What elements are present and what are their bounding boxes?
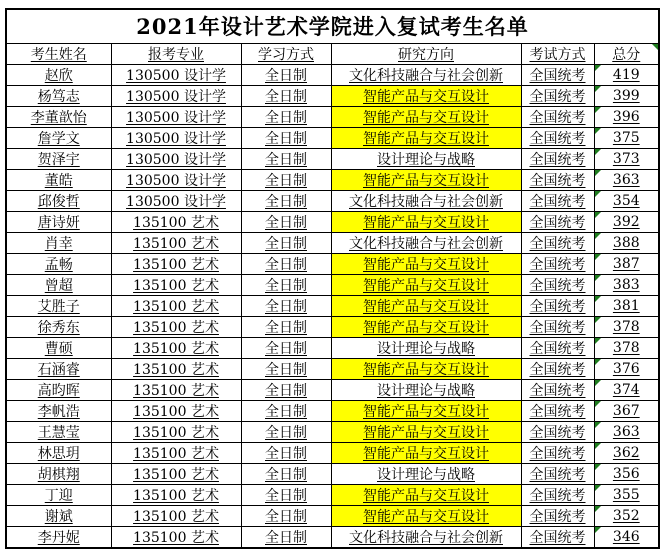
candidate-name-cell: 贺泽宇 [6,148,111,169]
study-mode-cell: 全日制 [241,190,331,211]
error-marker-icon [595,65,601,71]
error-marker-icon [595,86,601,92]
candidate-name-cell: 胡棋翔 [6,463,111,484]
error-marker-icon [595,422,601,428]
candidate-name-cell: 赵欣 [6,64,111,85]
exam-mode-cell: 全国统考 [521,295,594,316]
study-mode-cell: 全日制 [241,295,331,316]
table-row [6,169,659,190]
candidate-name-cell: 谢斌 [6,505,111,526]
table-row [6,148,659,169]
candidate-name-cell: 杨笃志 [6,85,111,106]
error-marker-icon [595,254,601,260]
research-direction-cell: 设计理论与战略 [331,379,521,400]
study-mode-cell: 全日制 [241,274,331,295]
study-mode-cell: 全日制 [241,442,331,463]
score-cell: 362 [594,442,659,463]
table-row [6,421,659,442]
exam-mode-cell: 全国统考 [521,190,594,211]
research-direction-cell: 文化科技融合与社会创新 [331,526,521,548]
title-row [6,9,659,43]
candidate-name-cell: 曹硕 [6,337,111,358]
score-cell: 352 [594,505,659,526]
candidate-name-cell: 詹学文 [6,127,111,148]
error-marker-icon [595,317,601,323]
score-cell: 387 [594,253,659,274]
major-cell: 135100 艺术 [111,505,241,526]
error-marker-icon [595,170,601,176]
error-marker-icon [595,506,601,512]
table-row [6,505,659,526]
table-row [6,379,659,400]
column-header-candidate-name: 考生姓名 [6,43,111,64]
candidate-name-cell: 李帆浩 [6,400,111,421]
score-cell: 367 [594,400,659,421]
study-mode-cell: 全日制 [241,85,331,106]
exam-mode-cell: 全国统考 [521,64,594,85]
exam-mode-cell: 全国统考 [521,505,594,526]
column-header-research-direction: 研究方向 [331,43,521,64]
table-header-row [6,43,659,64]
exam-mode-cell: 全国统考 [521,148,594,169]
table-row [6,316,659,337]
research-direction-cell: 智能产品与交互设计 [331,421,521,442]
exam-mode-cell: 全国统考 [521,484,594,505]
major-cell: 135100 艺术 [111,358,241,379]
major-cell: 135100 艺术 [111,526,241,548]
score-cell: 383 [594,274,659,295]
exam-mode-cell: 全国统考 [521,337,594,358]
research-direction-cell: 智能产品与交互设计 [331,442,521,463]
major-cell: 130500 设计学 [111,85,241,106]
candidate-table [5,8,660,549]
candidate-name-cell: 艾胜子 [6,295,111,316]
research-direction-cell: 设计理论与战略 [331,337,521,358]
candidate-name-cell: 林思玥 [6,442,111,463]
score-cell: 419 [594,64,659,85]
study-mode-cell: 全日制 [241,337,331,358]
major-cell: 130500 设计学 [111,148,241,169]
exam-mode-cell: 全国统考 [521,421,594,442]
table-row [6,358,659,379]
study-mode-cell: 全日制 [241,127,331,148]
score-cell: 354 [594,190,659,211]
error-marker-icon [595,380,601,386]
research-direction-cell: 智能产品与交互设计 [331,400,521,421]
study-mode-cell: 全日制 [241,253,331,274]
score-cell: 346 [594,526,659,548]
candidate-name-cell: 徐秀东 [6,316,111,337]
candidate-name-cell: 邱俊哲 [6,190,111,211]
error-marker-icon [595,338,601,344]
error-marker-icon [595,296,601,302]
study-mode-cell: 全日制 [241,463,331,484]
study-mode-cell: 全日制 [241,421,331,442]
research-direction-cell: 设计理论与战略 [331,148,521,169]
study-mode-cell: 全日制 [241,505,331,526]
study-mode-cell: 全日制 [241,64,331,85]
page-title: 2021年设计艺术学院进入复试考生名单 [6,9,659,43]
study-mode-cell: 全日制 [241,148,331,169]
major-cell: 135100 艺术 [111,253,241,274]
major-cell: 135100 艺术 [111,316,241,337]
exam-mode-cell: 全国统考 [521,379,594,400]
table-row [6,211,659,232]
score-cell: 376 [594,358,659,379]
exam-mode-cell: 全国统考 [521,232,594,253]
exam-mode-cell: 全国统考 [521,106,594,127]
score-cell: 388 [594,232,659,253]
score-cell: 363 [594,169,659,190]
study-mode-cell: 全日制 [241,232,331,253]
major-cell: 135100 艺术 [111,400,241,421]
research-direction-cell: 文化科技融合与社会创新 [331,64,521,85]
research-direction-cell: 智能产品与交互设计 [331,295,521,316]
table-row [6,442,659,463]
exam-mode-cell: 全国统考 [521,85,594,106]
candidate-name-cell: 曾超 [6,274,111,295]
error-marker-icon [595,275,601,281]
error-marker-icon [595,485,601,491]
table-row [6,253,659,274]
table-row [6,127,659,148]
score-cell: 378 [594,337,659,358]
exam-mode-cell: 全国统考 [521,211,594,232]
research-direction-cell: 智能产品与交互设计 [331,106,521,127]
major-cell: 135100 艺术 [111,442,241,463]
exam-mode-cell: 全国统考 [521,127,594,148]
error-marker-icon [595,464,601,470]
study-mode-cell: 全日制 [241,106,331,127]
major-cell: 135100 艺术 [111,274,241,295]
table-row [6,526,659,548]
major-cell: 135100 艺术 [111,484,241,505]
error-marker-icon [595,527,601,533]
table-row [6,85,659,106]
candidate-name-cell: 高昀晖 [6,379,111,400]
major-cell: 135100 艺术 [111,379,241,400]
table-row [6,232,659,253]
study-mode-cell: 全日制 [241,526,331,548]
candidate-name-cell: 王慧莹 [6,421,111,442]
study-mode-cell: 全日制 [241,379,331,400]
error-marker-icon [652,44,658,50]
error-marker-icon [595,149,601,155]
research-direction-cell: 智能产品与交互设计 [331,358,521,379]
research-direction-cell: 智能产品与交互设计 [331,85,521,106]
exam-mode-cell: 全国统考 [521,442,594,463]
major-cell: 130500 设计学 [111,190,241,211]
error-marker-icon [595,107,601,113]
table-row [6,190,659,211]
research-direction-cell: 设计理论与战略 [331,463,521,484]
table-row [6,64,659,85]
table-row [6,337,659,358]
candidate-name-cell: 唐诗妍 [6,211,111,232]
major-cell: 135100 艺术 [111,337,241,358]
major-cell: 130500 设计学 [111,64,241,85]
column-header-major: 报考专业 [111,43,241,64]
research-direction-cell: 智能产品与交互设计 [331,484,521,505]
major-cell: 135100 艺术 [111,463,241,484]
score-cell: 374 [594,379,659,400]
research-direction-cell: 智能产品与交互设计 [331,253,521,274]
exam-mode-cell: 全国统考 [521,400,594,421]
exam-mode-cell: 全国统考 [521,253,594,274]
exam-mode-cell: 全国统考 [521,358,594,379]
major-cell: 135100 艺术 [111,232,241,253]
candidate-name-cell: 李董歆怡 [6,106,111,127]
score-cell: 373 [594,148,659,169]
research-direction-cell: 智能产品与交互设计 [331,169,521,190]
major-cell: 130500 设计学 [111,169,241,190]
exam-mode-cell: 全国统考 [521,463,594,484]
major-cell: 130500 设计学 [111,127,241,148]
exam-mode-cell: 全国统考 [521,316,594,337]
score-cell: 355 [594,484,659,505]
score-cell: 381 [594,295,659,316]
score-cell: 363 [594,421,659,442]
major-cell: 135100 艺术 [111,421,241,442]
candidate-name-cell: 孟畅 [6,253,111,274]
study-mode-cell: 全日制 [241,484,331,505]
error-marker-icon [595,401,601,407]
error-marker-icon [595,359,601,365]
research-direction-cell: 文化科技融合与社会创新 [331,232,521,253]
candidate-name-cell: 丁迎 [6,484,111,505]
major-cell: 135100 艺术 [111,211,241,232]
error-marker-icon [595,443,601,449]
error-marker-icon [595,233,601,239]
error-marker-icon [595,191,601,197]
research-direction-cell: 智能产品与交互设计 [331,316,521,337]
score-cell: 396 [594,106,659,127]
column-header-study-mode: 学习方式 [241,43,331,64]
table-row [6,295,659,316]
table-row [6,484,659,505]
research-direction-cell: 文化科技融合与社会创新 [331,190,521,211]
exam-mode-cell: 全国统考 [521,526,594,548]
study-mode-cell: 全日制 [241,358,331,379]
column-header-exam-mode: 考试方式 [521,43,594,64]
column-header-score: 总分 [594,43,659,64]
candidate-name-cell: 肖幸 [6,232,111,253]
research-direction-cell: 智能产品与交互设计 [331,211,521,232]
table-row [6,274,659,295]
candidate-name-cell: 李丹妮 [6,526,111,548]
table-row [6,400,659,421]
score-cell: 356 [594,463,659,484]
study-mode-cell: 全日制 [241,169,331,190]
error-marker-icon [595,128,601,134]
major-cell: 135100 艺术 [111,295,241,316]
study-mode-cell: 全日制 [241,400,331,421]
table-row [6,106,659,127]
candidate-name-cell: 董皓 [6,169,111,190]
score-cell: 375 [594,127,659,148]
score-cell: 392 [594,211,659,232]
exam-mode-cell: 全国统考 [521,274,594,295]
major-cell: 130500 设计学 [111,106,241,127]
candidate-name-cell: 石涵睿 [6,358,111,379]
error-marker-icon [595,212,601,218]
research-direction-cell: 智能产品与交互设计 [331,127,521,148]
study-mode-cell: 全日制 [241,211,331,232]
score-cell: 378 [594,316,659,337]
research-direction-cell: 智能产品与交互设计 [331,274,521,295]
table-body [6,64,659,548]
study-mode-cell: 全日制 [241,316,331,337]
score-cell: 399 [594,85,659,106]
exam-mode-cell: 全国统考 [521,169,594,190]
research-direction-cell: 智能产品与交互设计 [331,505,521,526]
table-row [6,463,659,484]
